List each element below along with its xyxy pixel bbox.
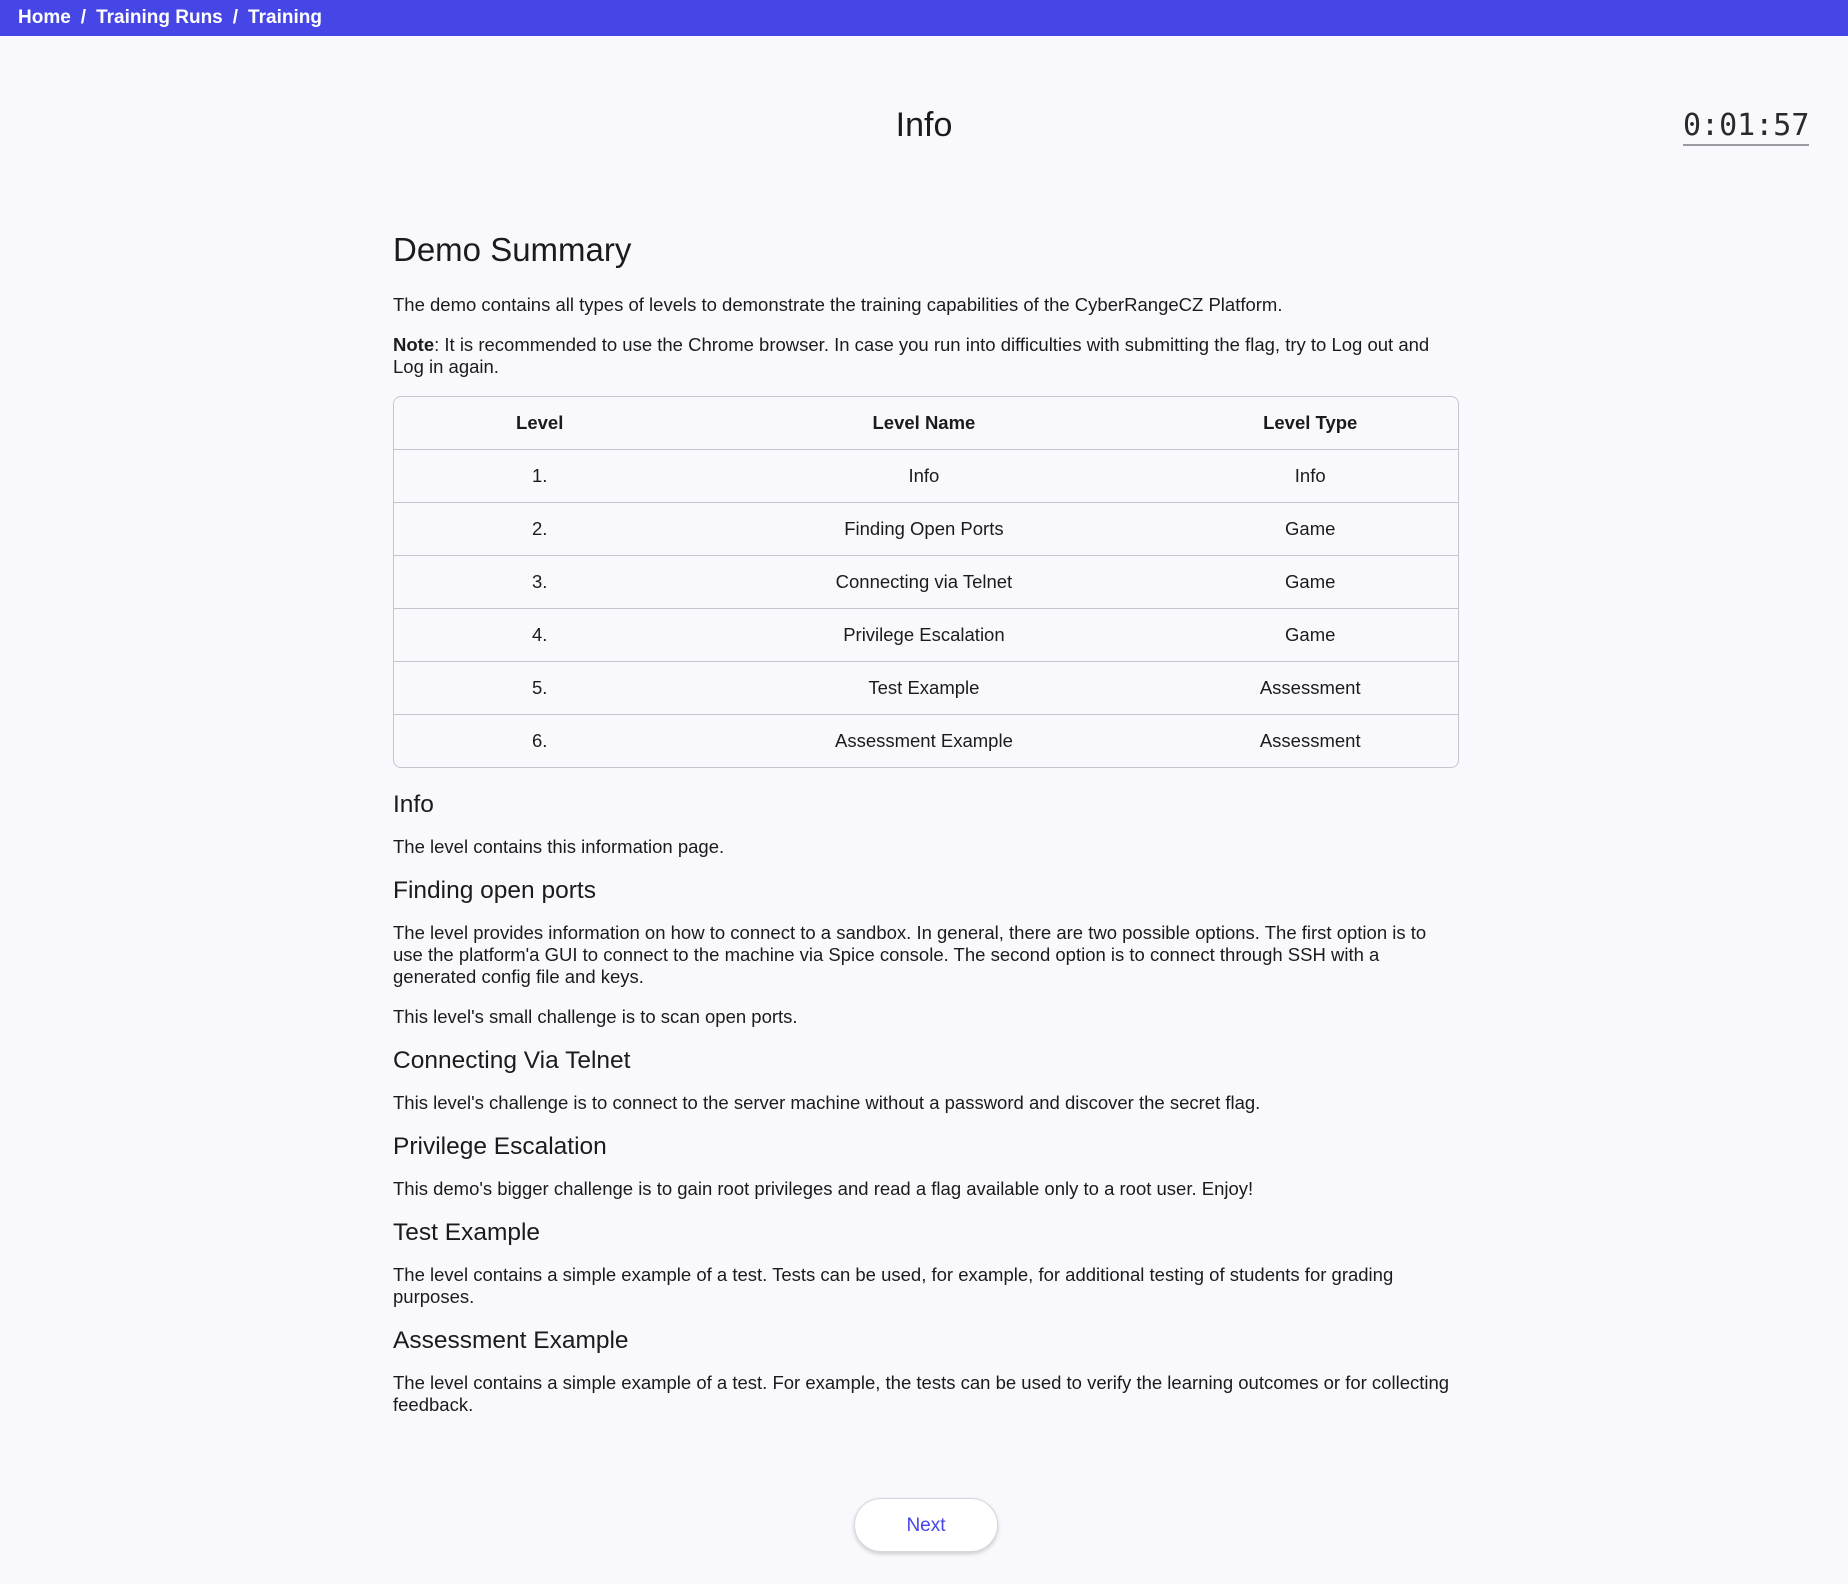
cell-level-name: Privilege Escalation [685, 609, 1162, 662]
table-row [394, 450, 1458, 503]
column-header-level: Level [394, 397, 685, 450]
table-row [394, 662, 1458, 715]
level-title: Info [895, 106, 953, 144]
cell-level-number: 5. [394, 662, 685, 715]
section-privilege-escalation-text: This demo's bigger challenge is to gain root privileges and read a flag available only to a root user. Enjoy! [393, 1178, 1254, 1199]
section-finding-open-ports-text: The level provides information on how to connect to a sandbox. In general, there are two possible options. The first option is to use the platform'a GUI to connect to the machine via Spice console. The second option is to connect through SSH with a generated config file and keys. [393, 922, 1427, 987]
summary-note [393, 334, 1459, 378]
summary-intro: The demo contains all types of levels to demonstrate the training capabilities of the CyberRangeCZ Platform. [393, 294, 1283, 315]
cell-level-name: Finding Open Ports [685, 503, 1162, 556]
table-row [394, 556, 1458, 609]
summary-heading: Demo Summary [393, 231, 632, 268]
cell-level-number: 4. [394, 609, 685, 662]
section-assessment-example-text: The level contains a simple example of a test. For example, the tests can be used to verify the learning outcomes or for collecting feedback. [393, 1372, 1450, 1415]
table-row [394, 715, 1458, 767]
cell-level-number: 3. [394, 556, 685, 609]
next-button[interactable]: Next [854, 1498, 998, 1552]
cell-level-type: Assessment [1259, 730, 1361, 751]
note-label: Note [393, 334, 435, 355]
breadcrumb-current-training: Training [248, 7, 322, 28]
section-heading-assessment-example: Assessment Example [393, 1327, 629, 1354]
section-info-text: The level contains this information page. [393, 836, 725, 857]
table-header-row [394, 397, 1458, 450]
cell-level-name: Test Example [685, 662, 1162, 715]
cell-level-type: Game [1162, 503, 1458, 556]
cell-level-type: Game [1162, 609, 1458, 662]
cell-level-name: Assessment Example [834, 730, 1013, 751]
section-heading-finding-open-ports: Finding open ports [393, 877, 596, 904]
level-content [393, 228, 1459, 1434]
levels-table [393, 396, 1459, 768]
breadcrumb-separator: / [80, 7, 87, 28]
cell-level-type: Game [1162, 556, 1458, 609]
cell-level-type: Info [1162, 450, 1458, 503]
cell-level-number: 2. [394, 503, 685, 556]
note-text: : It is recommended to use the Chrome browser. In case you run into difficulties with submitting the flag, try to Log out and Log in again. [393, 334, 1430, 377]
breadcrumb-training-runs-link[interactable]: Training Runs [96, 7, 223, 28]
breadcrumb-separator: / [232, 7, 239, 28]
column-header-level-type: Level Type [1162, 397, 1458, 450]
table-row [394, 609, 1458, 662]
section-finding-open-ports-challenge: This level's small challenge is to scan open ports. [393, 1006, 798, 1027]
section-heading-privilege-escalation: Privilege Escalation [393, 1133, 607, 1160]
breadcrumb-home-link[interactable]: Home [18, 7, 71, 28]
section-test-example-text: The level contains a simple example of a test. Tests can be used, for example, for additional testing of students for grading purposes. [393, 1264, 1394, 1307]
section-heading-connecting-via-telnet: Connecting Via Telnet [393, 1047, 631, 1074]
cell-level-name: Info [685, 450, 1162, 503]
elapsed-timer: 0:01:57 [1683, 108, 1809, 146]
column-header-level-name: Level Name [685, 397, 1162, 450]
section-heading-test-example: Test Example [393, 1219, 541, 1246]
section-connecting-via-telnet-text: This level's challenge is to connect to the server machine without a password and discover the secret flag. [393, 1092, 1261, 1113]
table-row [394, 503, 1458, 556]
cell-level-name: Connecting via Telnet [685, 556, 1162, 609]
section-heading-info: Info [393, 791, 434, 818]
cell-level-number: 6. [531, 730, 548, 751]
cell-level-number: 1. [394, 450, 685, 503]
breadcrumb-bar [0, 0, 1848, 36]
cell-level-type: Assessment [1162, 662, 1458, 715]
